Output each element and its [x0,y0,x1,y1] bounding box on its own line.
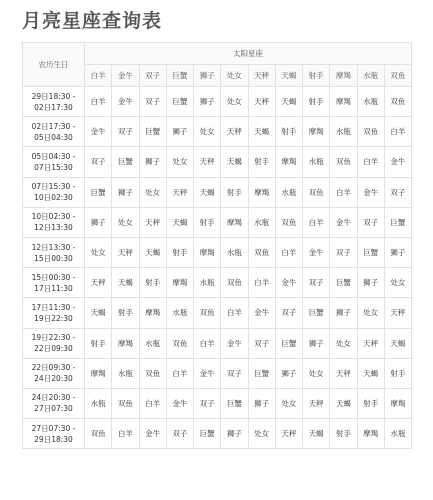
moon-sign-cell: 双子 [384,177,411,207]
page-title: 月亮星座查询表 [22,10,163,32]
sun-sign-header: 天秤 [248,65,275,87]
date-range-start: 27日07:30 - [31,423,76,433]
moon-sign-cell: 金牛 [303,237,330,267]
moon-sign-cell: 水瓶 [112,358,139,388]
lunar-date-range [23,207,85,237]
moon-sign-cell: 天蝎 [112,268,139,298]
moon-sign-cell: 天秤 [384,298,411,328]
date-range-start: 10日02:30 - [31,212,76,222]
moon-sign-cell: 白羊 [357,147,384,177]
moon-sign-cell: 巨蟹 [221,388,248,418]
lunar-date-range [23,358,85,388]
table-row [23,419,412,449]
moon-sign-cell: 处女 [303,358,330,388]
moon-sign-cell: 水瓶 [166,298,193,328]
moon-sign-cell: 处女 [357,298,384,328]
date-range-end: 15日00:30 [34,253,73,263]
moon-sign-cell: 双子 [248,328,275,358]
moon-sign-cell: 天蝎 [85,298,112,328]
date-column-header: 农历生日 [23,43,85,87]
moon-sign-cell: 处女 [330,328,357,358]
moon-sign-cell: 狮子 [194,87,221,117]
moon-sign-cell: 天秤 [248,87,275,117]
date-range-start: 22日09:30 - [31,363,76,373]
moon-sign-cell: 水瓶 [139,328,166,358]
moon-sign-cell: 天蝎 [357,358,384,388]
moon-sign-cell: 金牛 [166,388,193,418]
date-range-start: 05日04:30 - [31,151,76,161]
date-range-end: 24日20:30 [34,374,73,384]
date-range-end: 02日17:30 [34,102,73,112]
moon-sign-cell: 摩羯 [166,268,193,298]
date-range-end: 22日09:30 [34,344,73,354]
moon-sign-table [22,42,412,449]
moon-sign-cell: 处女 [384,268,411,298]
sun-sign-header: 摩羯 [330,65,357,87]
moon-sign-cell: 金牛 [275,268,302,298]
lunar-date-range [23,298,85,328]
moon-sign-cell: 金牛 [85,117,112,147]
lunar-date-range [23,87,85,117]
sun-sign-header: 金牛 [112,65,139,87]
moon-sign-cell: 射手 [275,117,302,147]
moon-sign-cell: 摩羯 [248,177,275,207]
moon-sign-cell: 射手 [357,388,384,418]
moon-sign-cell: 双子 [303,268,330,298]
moon-sign-cell: 双子 [357,207,384,237]
moon-sign-cell: 金牛 [330,207,357,237]
moon-sign-cell: 射手 [85,328,112,358]
date-range-end: 27日07:30 [34,404,73,414]
moon-sign-cell: 水瓶 [194,268,221,298]
moon-sign-cell: 射手 [330,419,357,449]
moon-sign-cell: 金牛 [194,358,221,388]
moon-sign-cell: 狮子 [85,207,112,237]
moon-sign-cell: 巨蟹 [357,237,384,267]
moon-sign-cell: 处女 [221,87,248,117]
table-row [23,207,412,237]
moon-sign-cell: 水瓶 [330,117,357,147]
table-row [23,358,412,388]
moon-sign-cell: 射手 [194,207,221,237]
moon-sign-cell: 双鱼 [139,358,166,388]
moon-sign-cell: 摩羯 [112,328,139,358]
moon-sign-cell: 白羊 [248,268,275,298]
moon-sign-cell: 射手 [112,298,139,328]
moon-sign-cell: 巨蟹 [384,207,411,237]
sun-sign-header: 白羊 [85,65,112,87]
table-row [23,328,412,358]
lunar-date-range [23,419,85,449]
sun-sign-header: 双子 [139,65,166,87]
moon-sign-cell: 巨蟹 [85,177,112,207]
lunar-date-range [23,147,85,177]
moon-sign-cell: 白羊 [139,388,166,418]
moon-sign-cell: 摩羯 [303,117,330,147]
moon-sign-cell: 金牛 [221,328,248,358]
moon-sign-cell: 白羊 [303,207,330,237]
moon-sign-cell: 摩羯 [330,87,357,117]
table-row [23,268,412,298]
moon-sign-cell: 巨蟹 [139,117,166,147]
moon-sign-cell: 摩羯 [384,388,411,418]
moon-sign-cell: 天秤 [303,388,330,418]
moon-sign-cell: 摩羯 [194,237,221,267]
moon-sign-cell: 白羊 [85,87,112,117]
moon-sign-cell: 金牛 [112,87,139,117]
moon-sign-cell: 白羊 [221,298,248,328]
date-range-end: 12日13:30 [34,223,73,233]
moon-sign-cell: 处女 [85,237,112,267]
moon-sign-cell: 摩羯 [85,358,112,388]
moon-sign-cell: 双鱼 [384,87,411,117]
lunar-date-range [23,237,85,267]
date-range-start: 29日18:30 - [31,91,76,101]
moon-sign-cell: 天秤 [166,177,193,207]
moon-sign-cell: 双子 [166,419,193,449]
moon-sign-cell: 射手 [221,177,248,207]
moon-sign-cell: 狮子 [357,268,384,298]
lunar-date-range [23,177,85,207]
moon-sign-cell: 双鱼 [166,328,193,358]
date-range-end: 07日15:30 [34,162,73,172]
table-group-header-row [23,43,412,65]
date-range-start: 12日13:30 - [31,242,76,252]
moon-sign-cell: 天蝎 [303,419,330,449]
table-row [23,237,412,267]
moon-sign-cell: 巨蟹 [330,268,357,298]
moon-sign-cell: 狮子 [139,147,166,177]
table-row [23,87,412,117]
moon-sign-cell: 双鱼 [303,177,330,207]
moon-sign-cell: 水瓶 [275,177,302,207]
date-range-start: 17日11:30 - [31,302,76,312]
moon-sign-cell: 处女 [112,207,139,237]
moon-sign-cell: 狮子 [166,117,193,147]
moon-sign-cell: 巨蟹 [166,87,193,117]
moon-sign-cell: 狮子 [275,358,302,388]
moon-sign-cell: 水瓶 [303,147,330,177]
moon-sign-cell: 天秤 [357,328,384,358]
moon-sign-cell: 金牛 [139,419,166,449]
moon-sign-cell: 白羊 [194,328,221,358]
date-range-start: 15日00:30 - [31,272,76,282]
moon-sign-cell: 巨蟹 [112,147,139,177]
moon-sign-cell: 巨蟹 [248,358,275,388]
moon-sign-cell: 狮子 [248,388,275,418]
moon-sign-cell: 双子 [275,298,302,328]
moon-sign-cell: 天秤 [221,117,248,147]
moon-sign-cell: 水瓶 [357,87,384,117]
moon-sign-cell: 金牛 [357,177,384,207]
moon-sign-cell: 处女 [194,117,221,147]
moon-sign-cell: 处女 [275,388,302,418]
moon-sign-cell: 双鱼 [194,298,221,328]
moon-sign-cell: 白羊 [112,419,139,449]
moon-sign-cell: 双鱼 [85,419,112,449]
moon-sign-cell: 天蝎 [166,207,193,237]
moon-sign-cell: 水瓶 [248,207,275,237]
lunar-date-range [23,328,85,358]
sun-sign-header: 水瓶 [357,65,384,87]
moon-sign-cell: 双子 [85,147,112,177]
moon-sign-cell: 天秤 [85,268,112,298]
moon-sign-cell: 双鱼 [112,388,139,418]
moon-sign-cell: 双子 [139,87,166,117]
date-range-start: 02日17:30 - [31,121,76,131]
table-row [23,298,412,328]
sun-sign-header: 天蝎 [275,65,302,87]
moon-sign-cell: 白羊 [166,358,193,388]
moon-sign-cell: 天蝎 [248,117,275,147]
moon-sign-cell: 水瓶 [85,388,112,418]
moon-sign-cell: 天蝎 [275,87,302,117]
moon-sign-cell: 双鱼 [330,147,357,177]
table-row [23,147,412,177]
moon-sign-cell: 摩羯 [221,207,248,237]
moon-sign-cell: 摩羯 [357,419,384,449]
moon-sign-cell: 双子 [194,388,221,418]
table-row [23,388,412,418]
moon-sign-cell: 巨蟹 [275,328,302,358]
moon-sign-cell: 天秤 [194,147,221,177]
moon-sign-cell: 天秤 [330,358,357,388]
table-row [23,117,412,147]
sun-sign-header: 双鱼 [384,65,411,87]
moon-sign-cell: 天秤 [112,237,139,267]
moon-sign-cell: 射手 [248,147,275,177]
moon-sign-cell: 水瓶 [221,237,248,267]
moon-sign-cell: 天蝎 [139,237,166,267]
date-range-end: 05日04:30 [34,132,73,142]
date-range-end: 29日18:30 [34,434,73,444]
lunar-date-range [23,388,85,418]
moon-sign-cell: 双鱼 [275,207,302,237]
date-range-start: 24日20:30 - [31,393,76,403]
table-body [23,87,412,449]
moon-sign-cell: 双鱼 [221,268,248,298]
moon-sign-cell: 狮子 [221,419,248,449]
moon-sign-cell: 双子 [330,237,357,267]
moon-sign-cell: 摩羯 [139,298,166,328]
moon-sign-cell: 白羊 [330,177,357,207]
sun-sign-header: 巨蟹 [166,65,193,87]
moon-sign-cell: 射手 [139,268,166,298]
lunar-date-range [23,268,85,298]
date-range-start: 19日22:30 - [31,333,76,343]
moon-sign-cell: 水瓶 [384,419,411,449]
moon-sign-cell: 天蝎 [194,177,221,207]
date-range-end: 19日22:30 [34,313,73,323]
moon-sign-cell: 射手 [384,358,411,388]
moon-sign-cell: 双子 [112,117,139,147]
moon-sign-cell: 天蝎 [221,147,248,177]
sun-sign-header: 狮子 [194,65,221,87]
moon-sign-cell: 射手 [166,237,193,267]
date-range-start: 07日15:30 - [31,182,76,192]
table-row [23,177,412,207]
moon-sign-cell: 金牛 [384,147,411,177]
date-range-end: 10日02:30 [34,193,73,203]
sun-sign-header: 处女 [221,65,248,87]
moon-sign-cell: 双鱼 [357,117,384,147]
moon-sign-cell: 处女 [248,419,275,449]
moon-sign-cell: 天蝎 [384,328,411,358]
moon-sign-cell: 狮子 [384,237,411,267]
moon-sign-cell: 狮子 [112,177,139,207]
moon-sign-cell: 金牛 [248,298,275,328]
date-range-end: 17日11:30 [34,283,73,293]
moon-sign-cell: 双鱼 [248,237,275,267]
moon-sign-cell: 白羊 [275,237,302,267]
moon-sign-cell: 巨蟹 [194,419,221,449]
moon-sign-cell: 射手 [303,87,330,117]
moon-sign-cell: 处女 [139,177,166,207]
moon-sign-cell: 天秤 [139,207,166,237]
moon-sign-cell: 狮子 [303,328,330,358]
sun-sign-header: 射手 [303,65,330,87]
moon-sign-cell: 巨蟹 [303,298,330,328]
moon-sign-cell: 双子 [221,358,248,388]
moon-sign-cell: 狮子 [330,298,357,328]
moon-sign-cell: 天蝎 [330,388,357,418]
moon-sign-cell: 天秤 [275,419,302,449]
lunar-date-range [23,117,85,147]
moon-sign-cell: 摩羯 [275,147,302,177]
moon-sign-cell: 处女 [166,147,193,177]
moon-sign-cell: 白羊 [384,117,411,147]
sun-sign-group-header: 太阳星座 [85,43,412,65]
